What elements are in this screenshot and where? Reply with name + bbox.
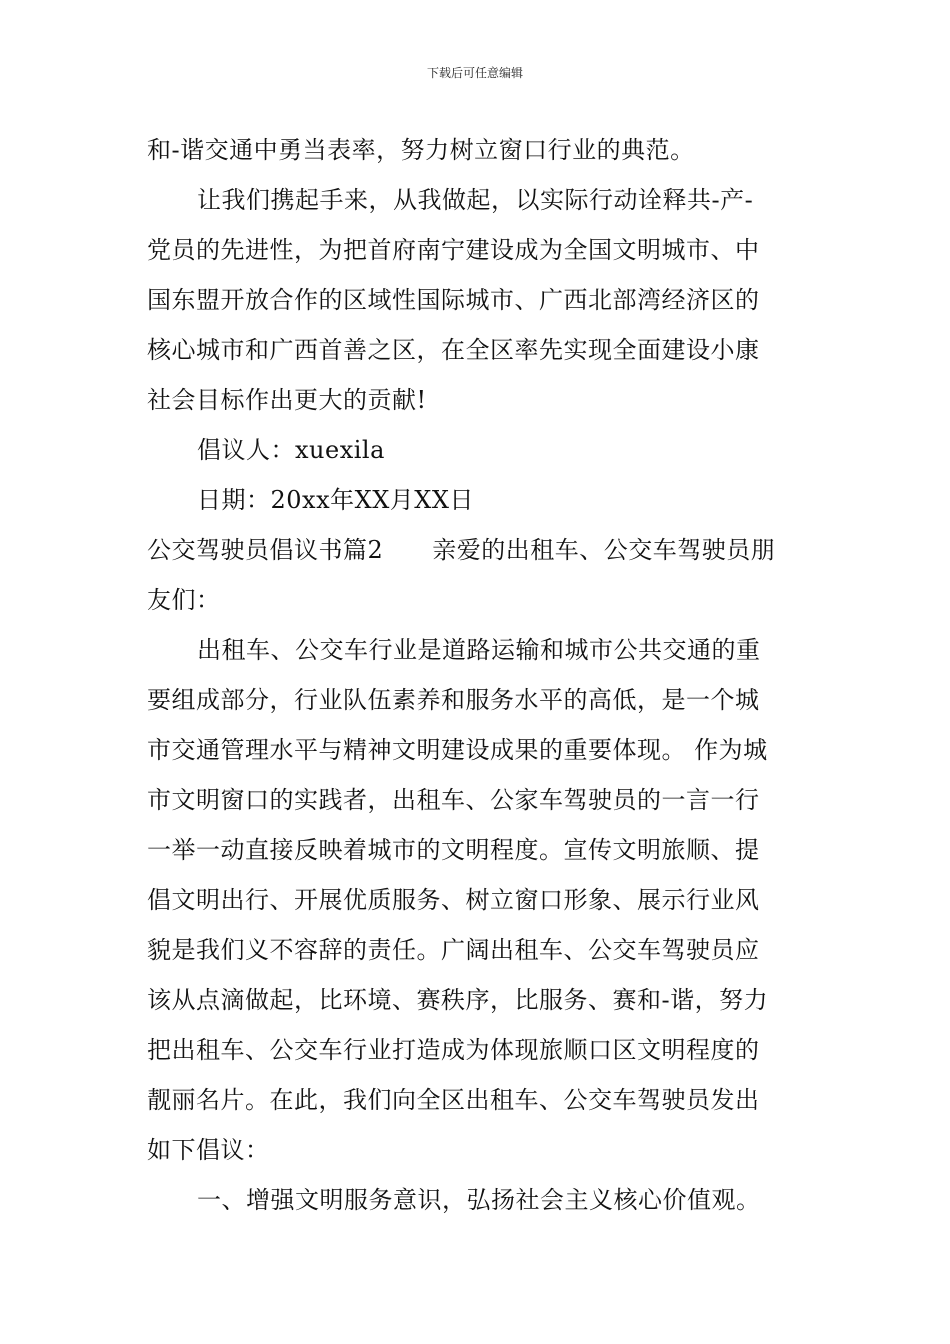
paragraph-line: 友们： [147,586,221,614]
paragraph-line: 市交通管理水平与精神文明建设成果的重要体现。 作为城 [147,736,768,764]
paragraph-line: 市文明窗口的实践者，出租车、公家车驾驶员的一言一行 [147,786,760,814]
signatory-line: 倡议人：xuexila [197,436,385,464]
paragraph-line: 靓丽名片。在此，我们向全区出租车、公交车驾驶员发出 [147,1086,760,1114]
paragraph-line: 如下倡议： [147,1136,270,1164]
paragraph-line: 貌是我们义不容辞的责任。广阔出租车、公交车驾驶员应 [147,936,760,964]
paragraph-line: 党员的先进性，为把首府南宁建设成为全国文明城市、中 [147,236,760,264]
section-title-line: 公交驾驶员倡议书篇2 亲爱的出租车、公交车驾驶员朋 [147,536,776,564]
paragraph-line: 让我们携起手来，从我做起，以实际行动诠释共-产- [197,186,754,214]
paragraph-line: 该从点滴做起，比环境、赛秩序，比服务、赛和-谐，努力 [147,986,769,1014]
paragraph-line: 社会目标作出更大的贡献! [147,386,427,414]
page-header-note: 下载后可任意编辑 [426,66,523,80]
paragraph-line: 出租车、公交车行业是道路运输和城市公共交通的重 [197,636,761,664]
paragraph-line: 和-谐交通中勇当表率，努力树立窗口行业的典范。 [147,136,695,164]
paragraph-line: 把出租车、公交车行业打造成为体现旅顺口区文明程度的 [147,1036,760,1064]
paragraph-line: 国东盟开放合作的区域性国际城市、广西北部湾经济区的 [147,286,760,314]
paragraph-line: 倡文明出行、开展优质服务、树立窗口形象、展示行业风 [147,886,760,914]
date-line: 日期：20xx年XX月XX日 [197,486,474,514]
paragraph-line: 核心城市和广西首善之区，在全区率先实现全面建设小康 [147,336,760,364]
paragraph-line: 一举一动直接反映着城市的文明程度。宣传文明旅顺、提 [147,836,760,864]
proposal-item-line: 一、增强文明服务意识，弘扬社会主义核心价值观。 [197,1186,761,1214]
paragraph-line: 要组成部分，行业队伍素养和服务水平的高低，是一个城 [147,686,760,714]
